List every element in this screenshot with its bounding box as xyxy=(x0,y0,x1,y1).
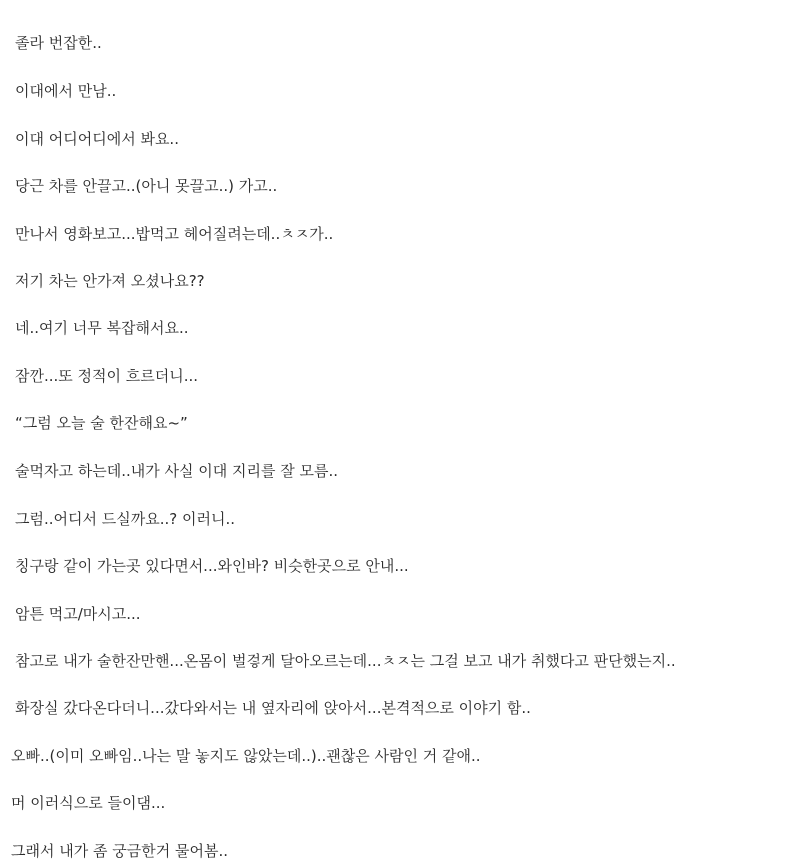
post-line: 만나서 영화보고...밥먹고 헤어질려는데..ㅊㅈ가.. xyxy=(15,225,334,243)
post-line: “그럼 오늘 술 한잔해요~” xyxy=(15,414,188,432)
post-line: 오빠..(이미 오빠임..나는 말 놓지도 않았는데..)..괜찮은 사람인 거 같애.. xyxy=(11,747,481,765)
post-line: 이대 어디어디에서 봐요.. xyxy=(15,130,179,148)
post-line: 그래서 내가 좀 궁금한거 물어봄.. xyxy=(11,842,228,860)
post-line: 당근 차를 안끌고..(아니 못끌고..) 가고.. xyxy=(15,177,278,195)
post-line: 술먹자고 하는데..내가 사실 이대 지리를 잘 모름.. xyxy=(15,462,338,480)
post-line: 그럼..어디서 드실까요..? 이러니.. xyxy=(15,510,235,528)
post-line: 졸라 번잡한.. xyxy=(15,34,102,52)
post-line: 잠깐...또 정적이 흐르더니... xyxy=(15,367,199,385)
post-line: 화장실 갔다온다더니...갔다와서는 내 옆자리에 앉아서...본격적으로 이야기 함.. xyxy=(15,699,531,717)
post-line: 암튼 먹고/마시고... xyxy=(15,605,141,623)
post-line: 머 이러식으로 들이댐... xyxy=(11,794,166,812)
post-line: 칭구랑 같이 가는곳 있다면서...와인바? 비슷한곳으로 안내... xyxy=(15,557,409,575)
post-line: 이대에서 만남.. xyxy=(15,82,117,100)
post-line: 참고로 내가 술한잔만핸...온몸이 벌겋게 달아오르는데...ㅊㅈ는 그걸 보고 내가 취했다고 판단했는지.. xyxy=(15,652,676,670)
post-line: 저기 차는 안가져 오셨나요?? xyxy=(15,272,205,290)
post-line: 네..여기 너무 복잡해서요.. xyxy=(15,319,189,337)
